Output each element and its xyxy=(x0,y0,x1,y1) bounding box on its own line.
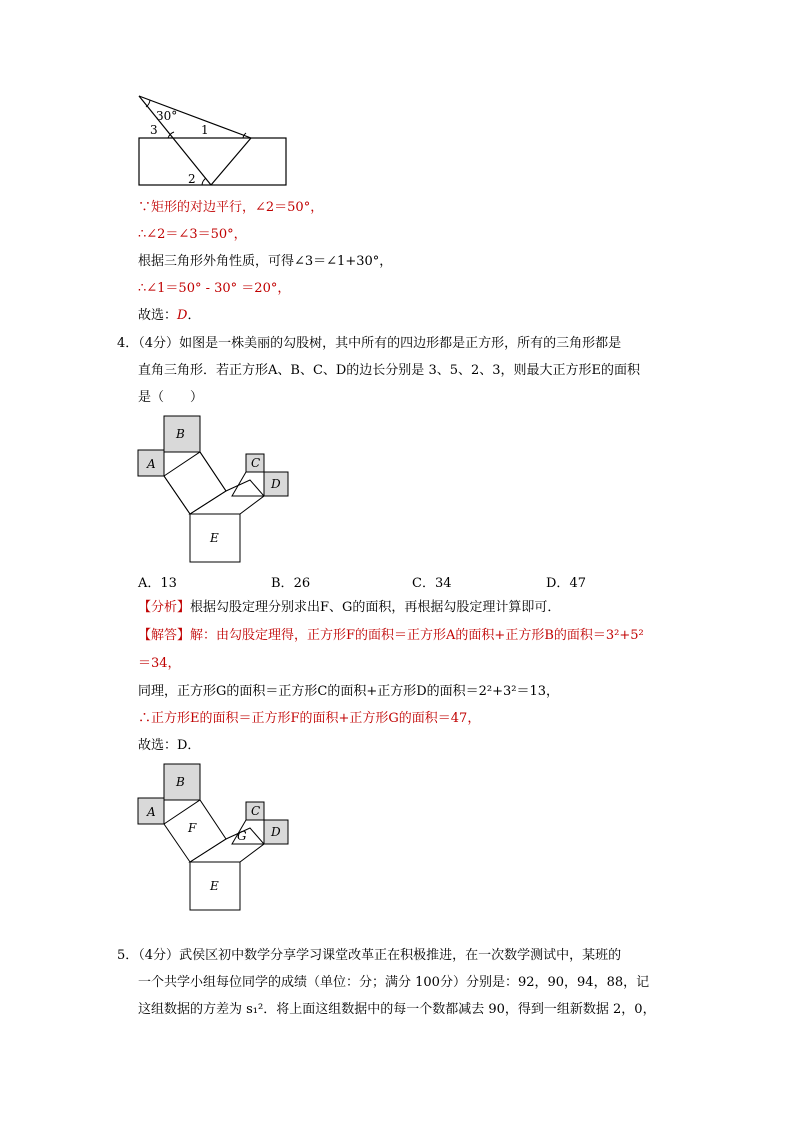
q4-stem-line-2: 直角三角形．若正方形A、B、C、D的边长分别是 3、5、2、3，则最大正方形E的面积 xyxy=(138,363,641,378)
q4-answer-line-2: ＝34， xyxy=(138,656,181,671)
option-c-letter: C． xyxy=(412,576,435,591)
square-d-label: D xyxy=(271,825,281,839)
answer-text-1: 解：由勾股定理得，正方形F的面积＝正方形A的面积+正方形B的面积＝3²+5² xyxy=(190,628,644,643)
question-number: 5． xyxy=(117,948,139,963)
angle-2-label: 2 xyxy=(188,172,196,186)
square-f-label: F xyxy=(188,821,197,835)
question-stem: 如图是一株美丽的勾股树，其中所有的四边形都是正方形，所有的三角形都是 xyxy=(179,336,622,351)
q5-line-3: 这组数据的方差为 s₁²．将上面这组数据中的每一个数都减去 90，得到一组新数据 2，0， xyxy=(138,1002,656,1017)
square-e-label: E xyxy=(210,879,219,893)
option-b-value: 26 xyxy=(293,576,311,591)
answer-tag: 【解答】 xyxy=(138,628,191,643)
pythagoras-tree-figure-1 xyxy=(136,414,296,566)
analysis-text: 根据勾股定理分别求出F、G的面积，再根据勾股定理计算即可． xyxy=(190,600,561,615)
q3-solution-line-5 xyxy=(138,307,200,325)
q3-solution-line-1: ∵矩形的对边平行，∠2＝50°， xyxy=(138,200,324,215)
q4-stem-line-1 xyxy=(117,335,621,353)
angle-30-label: 30° xyxy=(156,109,178,123)
square-e-label: E xyxy=(210,531,219,545)
square-a-label: A xyxy=(147,457,156,471)
q4-answer-line-5: 故选：D． xyxy=(138,738,201,753)
q4-stem-line-3: 是（ ） xyxy=(138,390,204,405)
option-b-letter: B． xyxy=(271,576,294,591)
q5-line-2: 一个共学小组每位同学的成绩（单位：分；满分 100分）分别是：92，90，94，88，记 xyxy=(138,975,650,990)
option-d-value: 47 xyxy=(569,576,586,591)
question-score: （4分） xyxy=(138,336,180,351)
q4-answer-line-1 xyxy=(138,627,644,645)
q3-solution-line-2: ∴∠2＝∠3＝50°， xyxy=(138,227,247,242)
q3-solution-line-4: ∴∠1＝50° - 30° ＝20°， xyxy=(138,281,291,296)
answer-prefix: 故选： xyxy=(138,308,178,323)
option-a xyxy=(138,572,177,591)
option-a-letter: A． xyxy=(138,576,161,591)
square-c-label: C xyxy=(251,804,261,818)
square-b-label: B xyxy=(176,775,185,789)
square-b-label: B xyxy=(176,427,185,441)
angle-1-label: 1 xyxy=(201,123,209,137)
option-a-value: 13 xyxy=(160,576,177,591)
angle-3-label: 3 xyxy=(150,123,158,137)
question-score: （4分） xyxy=(138,948,180,963)
answer-letter: D xyxy=(177,308,188,323)
square-g-label: G xyxy=(237,829,247,843)
answer-suffix: ． xyxy=(187,308,201,323)
q4-answer-line-4: ∴正方形E的面积＝正方形F的面积+正方形G的面积＝47， xyxy=(138,711,481,726)
q5-line-1 xyxy=(117,947,621,965)
triangle-rectangle-figure xyxy=(130,92,295,192)
option-c-value: 34 xyxy=(434,576,452,591)
square-c-label: C xyxy=(251,456,261,470)
option-d-letter: D． xyxy=(546,576,570,591)
option-b xyxy=(271,572,310,591)
pythagoras-tree-figure-2 xyxy=(136,762,296,914)
analysis-tag: 【分析】 xyxy=(138,600,191,615)
square-a-label: A xyxy=(147,805,156,819)
question-number: 4． xyxy=(117,336,139,351)
q4-analysis xyxy=(138,599,560,617)
option-d xyxy=(546,572,586,591)
q4-answer-line-3: 同理，正方形G的面积＝正方形C的面积+正方形D的面积＝2²+3²＝13， xyxy=(138,684,560,699)
question-stem: 武侯区初中数学分享学习课堂改革正在积极推进，在一次数学测试中，某班的 xyxy=(179,948,622,963)
q3-solution-line-3: 根据三角形外角性质，可得∠3＝∠1+30°， xyxy=(138,254,393,269)
square-d-label: D xyxy=(271,477,281,491)
option-c xyxy=(412,572,452,591)
